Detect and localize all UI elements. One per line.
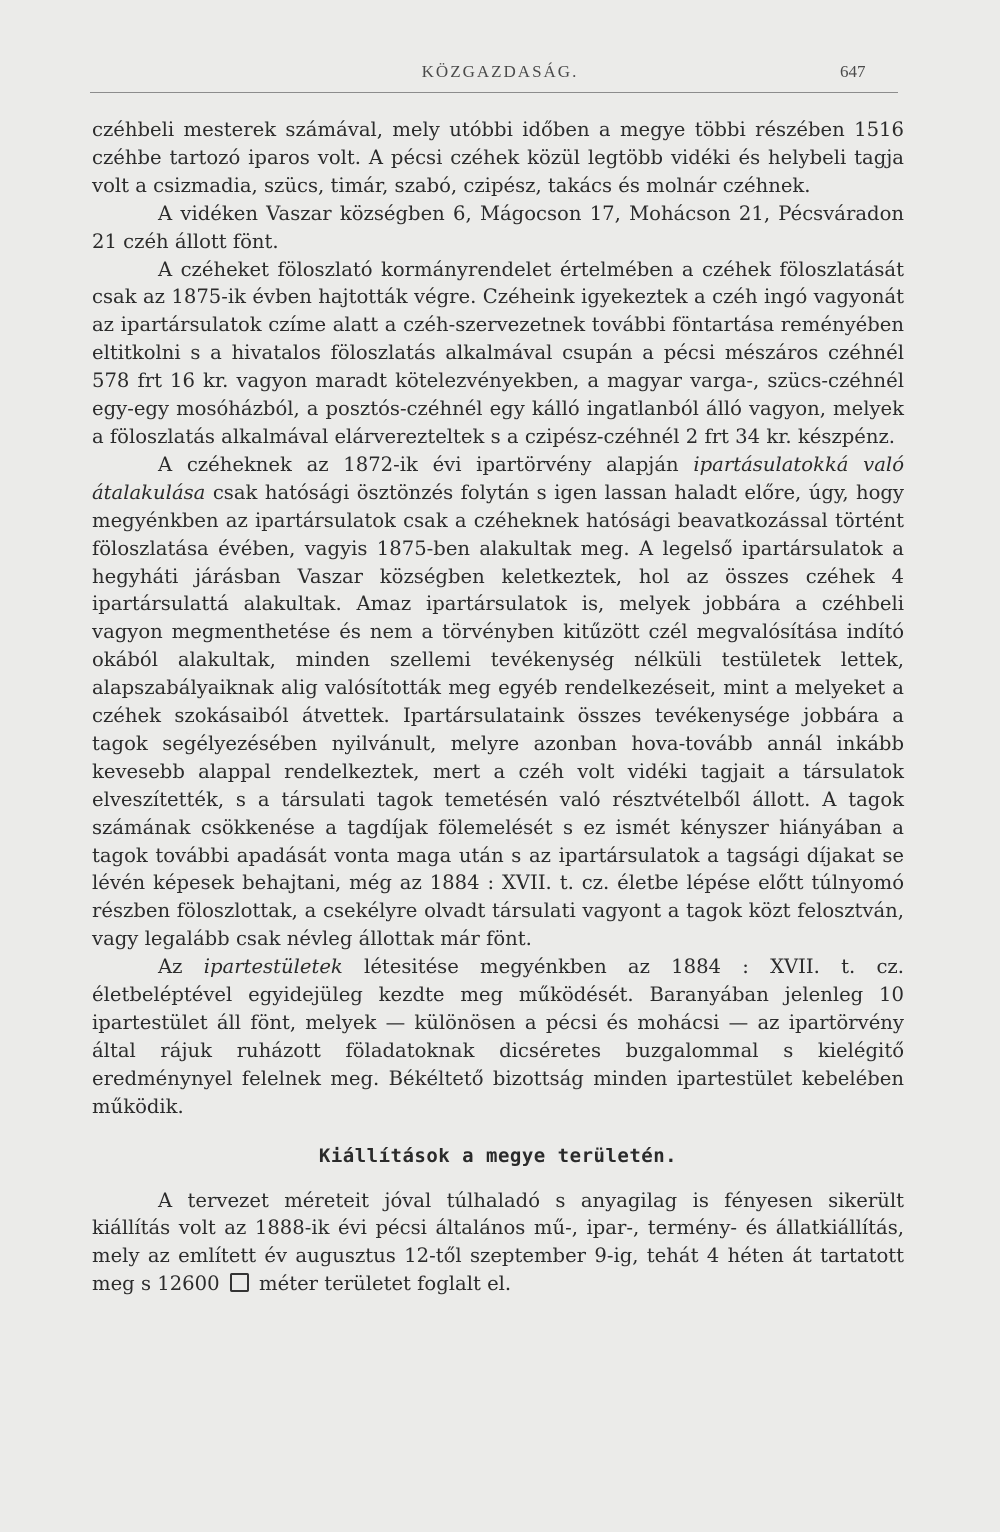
running-head-title: KÖZGAZDASÁG. — [421, 62, 579, 81]
paragraph-body-text: létesitése megyénkben az 1884 : XVII. t. cz. életbeléptével egyidejüleg kezdte meg működését. Baranyában jelenleg 10 ipartestület áll fönt, melyek — különösen a pécsi és mohácsi — az ipartörvény által rájuk ruházott föladatoknak dicséretes buzgalommal s kielégitő eredménynyel felelnek meg. Békéltető bizottság minden ipartestület kebelében működik. — [92, 955, 904, 1118]
square-unit-icon — [230, 1273, 249, 1292]
body-text — [92, 116, 904, 1298]
paragraph-tail-text: méter területet foglalt el. — [259, 1272, 512, 1296]
running-head — [0, 62, 1000, 86]
section-heading: Kiállítások a megye területén. — [318, 1144, 678, 1167]
page-number: 647 — [840, 62, 866, 81]
paragraph-czeh-dissolution: A czéheket föloszlató kormányrendelet értelmében a czéhek föloszlatását csak az 1875-ik évben hajtották végre. Czéheink igyekeztek a czéh ingó vagyonát az ipartársulatok czíme alatt a czéh-szervezetnek további föntartása reményében eltitkolni s a hivatalos föloszlatás alkalmával csupán a pécsi mészáros czéhnél 578 frt 16 kr. vagyon maradt kötelezvényekben, a magyar varga-, szücs-czéhnél egy-egy mosóházból, a posztós-czéhnél egy kálló ingatlanból álló vagyon, melyek a föloszlatás alkalmával elárverezteltek s a czipész-czéhnél 2 frt 34 kr. készpénz. — [92, 257, 904, 448]
paragraph-kiallitas — [92, 1187, 904, 1299]
emphasized-phrase: ipartásulatokká való átalakulása — [92, 452, 904, 504]
paragraph-body-text: A tervezet méreteit jóval túlhaladó s anyagilag is fényesen sikerült kiállítás volt az 1888-ik évi pécsi általános mű-, ipar-, termény- és állatkiállítás, mely az említett év augusztus 12-től szeptember 9-ig, tehát 4 héten át tartatott meg s 12600 — [92, 1188, 904, 1296]
paragraph-lead-text: Az — [158, 955, 183, 979]
paragraph-vidéken: A vidéken Vaszar községben 6, Mágocson 17, Mohácson 21, Pécsváradon 21 czéh állott fönt. — [92, 201, 904, 253]
paragraph-body-text: csak hatósági ösztönzés folytán s igen lassan haladt előre, úgy, hogy megyénkben az ipartársulatok csak a czéheknek hatósági beavatkozással történt föloszlatása évében, vagyis 1875-ben alakultak meg. A legelső ipartársulatok a hegyháti járásban Vaszar községben keletkeztek, hol az összes czéhek 4 ipartársulattá alakultak. Amaz ipartársulatok is, melyek jobbára a czéhbeli vagyon megmenthetése és nem a törvényben kitűzött czél megvalósítása indító okából alakultak, minden szellemi tevékenység nélküli testületek lettek, alapszabályaiknak alig valósították meg egyéb rendelkezéseit, mint a melyeket a czéhek szokásaiból átvettek. Ipartársulataink összes tevékenysége jobbára a tagok segélyezésében nyilvánult, melyre azonban hova-tovább annál inkább kevesebb alappal rendelkeztek, mert a czéh volt vidéki tagjait a társulatok elveszítették, s a társulati tagok temetésén való résztvételből állott. A tagok számának csökkenése a tagdíjak fölemelését s ez ismét kényszer hiányában a tagok további apadását vonta maga után s az ipartársulatok a tagsági díjakat se lévén képesek behajtani, még az 1884 : XVII. t. cz. életbe lépése előtt túlnyomó részben föloszlottak, a csekélyre olvadt társulati vagyont a tagok közt felosztván, vagy legalább csak névleg állottak már fönt. — [92, 480, 905, 951]
paragraph-lead-text: A czéheknek az 1872-ik évi ipartörvény alapján — [158, 452, 679, 476]
header-rule — [90, 92, 898, 93]
emphasized-phrase: ipartestületek — [203, 955, 343, 979]
paragraph-continued: czéhbeli mesterek számával, mely utóbbi időben a megye többi részében 1516 czéhbe tartozó iparos volt. A pécsi czéhek közül legtöbb vidéki és helybeli tagja volt a csizmadia, szücs, timár, szabó, czipész, takács és molnár czéhnek. — [92, 118, 904, 197]
paragraph-ipartarsulatok — [92, 451, 904, 953]
paragraph-ipartestuletek — [92, 953, 904, 1120]
